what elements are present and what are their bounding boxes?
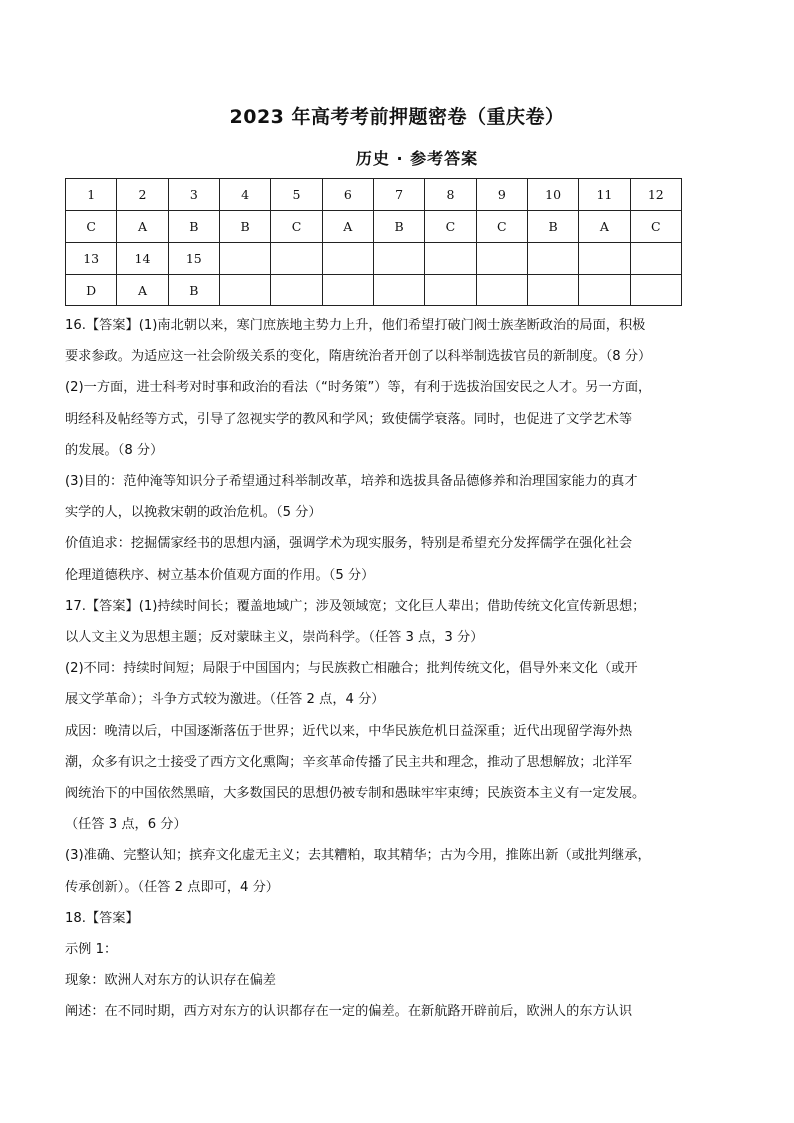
answer-text-line: (2)不同：持续时间短；局限于中国国内；与民族救亡相融合；批判传统文化，倡导外来文化（或开 bbox=[65, 661, 638, 677]
answer-text-line: 实学的人，以挽救宋朝的政治危机。（5 分） bbox=[65, 505, 322, 521]
page-title: 2023 年高考考前押题密卷（重庆卷） bbox=[229, 106, 565, 128]
answer-text-line: (3)目的：范仲淹等知识分子希望通过科举制改革，培养和选拔具备品德修养和治理国家能力的真才 bbox=[65, 474, 638, 490]
question-number-cell: 2 bbox=[117, 179, 168, 211]
answer-key-cell bbox=[527, 275, 578, 306]
answer-text-line: (2)一方面，进士科考对时事和政治的看法（“时务策”）等，有利于选拔治国安民之人才。另一方面， bbox=[65, 380, 652, 396]
question-number-cell bbox=[579, 243, 630, 275]
answer-text-line: 阀统治下的中国依然黑暗，大多数国民的思想仍被专制和愚昧牢牢束缚；民族资本主义有一定发展。 bbox=[65, 786, 646, 802]
answer-key-cell: C bbox=[630, 211, 681, 243]
answer-key-cell: B bbox=[527, 211, 578, 243]
answer-key-cell bbox=[630, 275, 681, 306]
answer-key-cell bbox=[271, 275, 322, 306]
question-number-row bbox=[66, 243, 682, 275]
question-number-cell: 11 bbox=[579, 179, 630, 211]
answer-text-line: 要求参政。为适应这一社会阶级关系的变化，隋唐统治者开创了以科举制选拔官员的新制度。（8 分） bbox=[65, 349, 652, 365]
answer-key-cell: C bbox=[476, 211, 527, 243]
answer-text-line: 示例 1： bbox=[65, 942, 118, 958]
answer-key-cell bbox=[322, 275, 373, 306]
answer-key-cell: D bbox=[66, 275, 117, 306]
question-number-cell: 13 bbox=[66, 243, 117, 275]
question-number-cell bbox=[322, 243, 373, 275]
answer-text-line: (3)准确、完整认知；摈弃文化虚无主义；去其糟粕，取其精华；古为今用，推陈出新（或批判继承， bbox=[65, 848, 651, 864]
answer-text-line: 展文学革命）；斗争方式较为激进。（任答 2 点，4 分） bbox=[65, 692, 385, 708]
answer-text-line: 现象：欧洲人对东方的认识存在偏差 bbox=[65, 973, 276, 989]
answer-key-cell: B bbox=[373, 211, 424, 243]
question-number-cell: 8 bbox=[425, 179, 476, 211]
question-number-cell: 6 bbox=[322, 179, 373, 211]
question-number-cell: 14 bbox=[117, 243, 168, 275]
answer-text-line: 价值追求：挖掘儒家经书的思想内涵，强调学术为现实服务，特别是希望充分发挥儒学在强化社会 bbox=[65, 536, 633, 552]
answer-text-line: 以人文主义为思想主题；反对蒙昧主义，崇尚科学。（任答 3 点，3 分） bbox=[65, 630, 484, 646]
answer-text-line: 传承创新）。（任答 2 点即可，4 分） bbox=[65, 879, 279, 895]
answer-text-line: （任答 3 点，6 分） bbox=[65, 817, 187, 833]
answer-text-line: 的发展。（8 分） bbox=[65, 442, 164, 458]
answer-key-cell bbox=[219, 275, 270, 306]
answer-key-cell: B bbox=[168, 211, 219, 243]
answer-key-row bbox=[66, 275, 682, 306]
question-number-cell: 3 bbox=[168, 179, 219, 211]
answer-text-line: 18.【答案】 bbox=[65, 910, 139, 926]
question-number-cell: 1 bbox=[66, 179, 117, 211]
answer-text-line: 伦理道德秩序、树立基本价值观方面的作用。（5 分） bbox=[65, 567, 375, 583]
answer-key-cell: A bbox=[117, 275, 168, 306]
question-number-cell bbox=[527, 243, 578, 275]
answer-key-cell bbox=[425, 275, 476, 306]
question-number-cell bbox=[373, 243, 424, 275]
answer-text-line: 阐述：在不同时期，西方对东方的认识都存在一定的偏差。在新航路开辟前后，欧洲人的东方认识 bbox=[65, 1004, 633, 1020]
question-number-cell bbox=[476, 243, 527, 275]
answer-key-cell: C bbox=[425, 211, 476, 243]
question-number-cell: 10 bbox=[527, 179, 578, 211]
answer-key-cell bbox=[476, 275, 527, 306]
answer-text-line: 16.【答案】(1)南北朝以来，寒门庶族地主势力上升，他们希望打破门阀士族垄断政治的局面，积极 bbox=[65, 318, 646, 333]
answer-key-cell: C bbox=[66, 211, 117, 243]
answer-key-cell: C bbox=[271, 211, 322, 243]
question-number-cell: 15 bbox=[168, 243, 219, 275]
answer-key-row bbox=[66, 211, 682, 243]
answer-text-line: 潮，众多有识之士接受了西方文化熏陶；辛亥革命传播了民主共和理念，推动了思想解放；北洋军 bbox=[65, 754, 633, 770]
question-number-cell bbox=[219, 243, 270, 275]
answer-key-cell: A bbox=[579, 211, 630, 243]
answer-key-cell: B bbox=[219, 211, 270, 243]
answer-key-cell bbox=[373, 275, 424, 306]
answer-text-line: 17.【答案】(1)持续时间长；覆盖地域广；涉及领域宽；文化巨人辈出；借助传统文化宣传新思想； bbox=[65, 598, 646, 614]
answer-text-line: 明经科及帖经等方式，引导了忽视实学的教风和学风；致使儒学衰落。同时，也促进了文学艺术等 bbox=[65, 411, 633, 427]
question-number-cell: 7 bbox=[373, 179, 424, 211]
answer-key-cell bbox=[579, 275, 630, 306]
answer-content bbox=[65, 310, 695, 1028]
question-number-cell: 5 bbox=[271, 179, 322, 211]
question-number-row bbox=[66, 179, 682, 211]
question-number-cell bbox=[425, 243, 476, 275]
question-number-cell bbox=[630, 243, 681, 275]
question-number-cell: 4 bbox=[219, 179, 270, 211]
question-number-cell: 12 bbox=[630, 179, 681, 211]
answer-table bbox=[65, 178, 682, 306]
question-number-cell bbox=[271, 243, 322, 275]
answer-key-cell: A bbox=[117, 211, 168, 243]
answer-key-cell: B bbox=[168, 275, 219, 306]
answer-text-line: 成因：晚清以后，中国逐渐落伍于世界；近代以来，中华民族危机日益深重；近代出现留学海外热 bbox=[65, 723, 633, 739]
page-subtitle: 历史 · 参考答案 bbox=[355, 149, 479, 168]
question-number-cell: 9 bbox=[476, 179, 527, 211]
answer-key-cell: A bbox=[322, 211, 373, 243]
